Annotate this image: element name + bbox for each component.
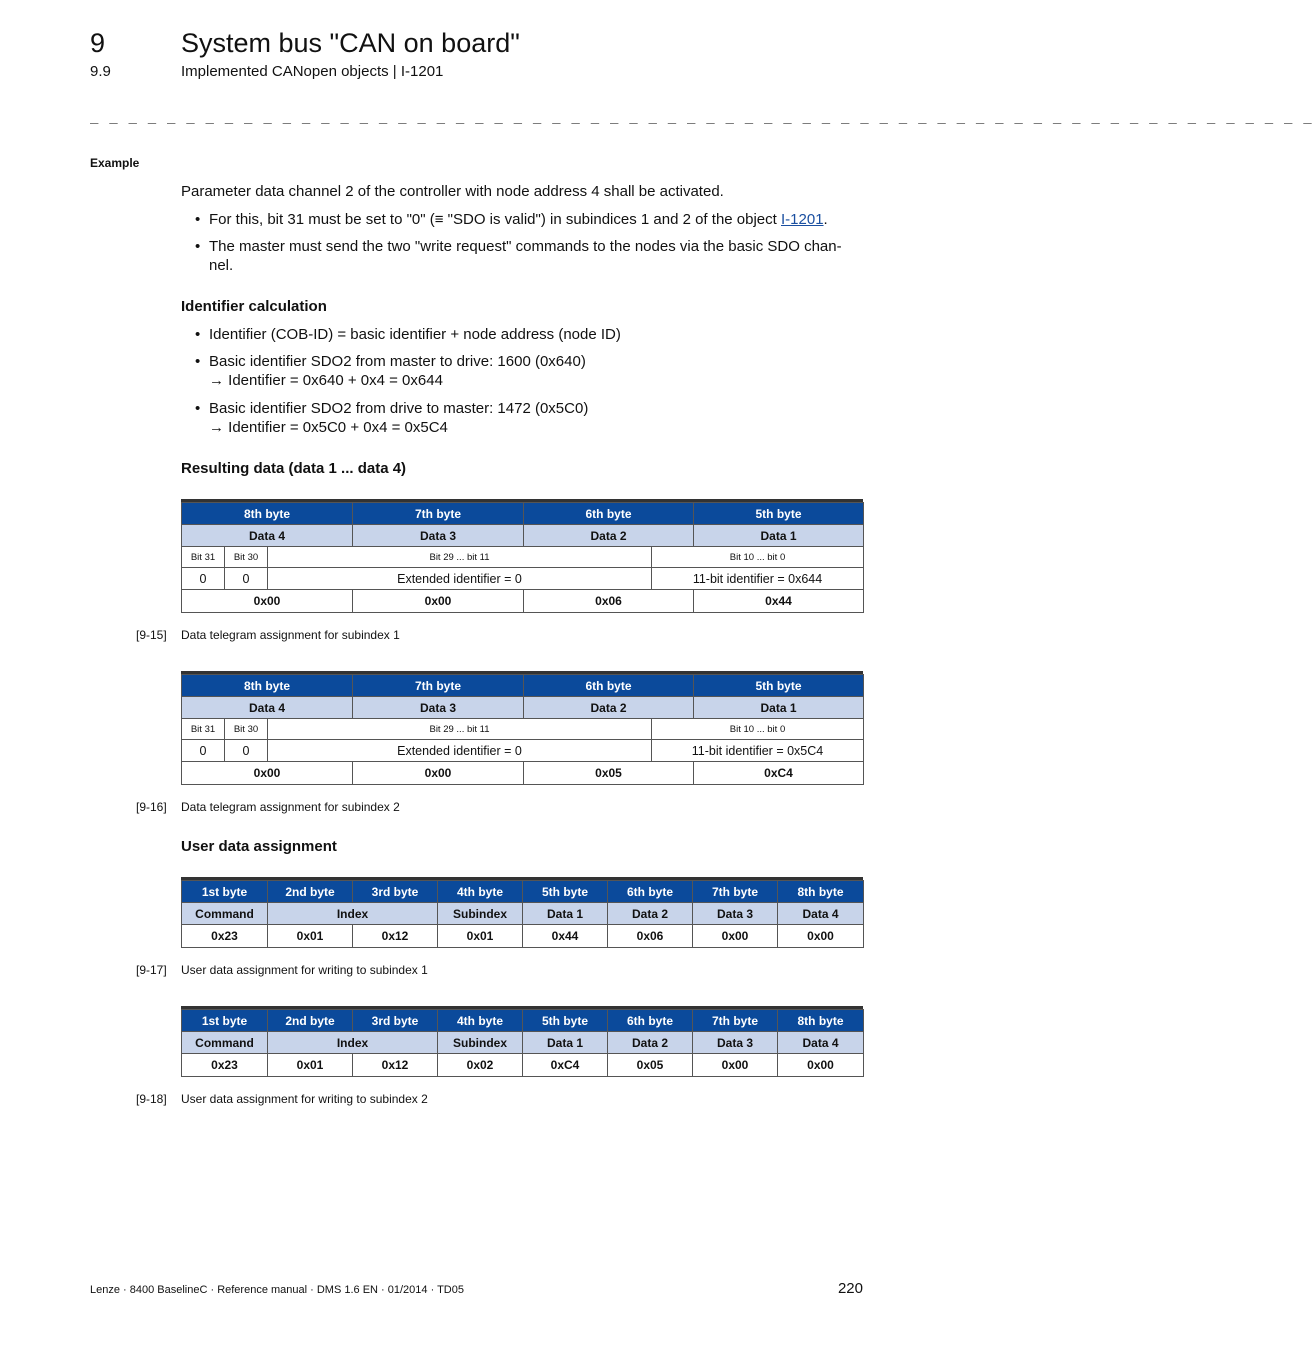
hex-value: 0x06 xyxy=(524,590,694,613)
byte-header: 5th byte xyxy=(523,1010,608,1032)
field-header: Data 1 xyxy=(523,903,608,925)
field-header: Subindex xyxy=(438,1032,523,1054)
bit-header: Bit 30 xyxy=(225,547,268,568)
hex-value: 0x23 xyxy=(182,925,268,948)
user-data-table-subindex-1 xyxy=(181,877,863,948)
hex-value: 0x12 xyxy=(353,1054,438,1077)
hex-value: 0xC4 xyxy=(694,762,864,785)
data-header: Data 4 xyxy=(182,525,353,547)
bullet-text: For this, bit 31 must be set to "0" (≡ "SDO is valid") in subindices 1 and 2 of the object xyxy=(209,211,781,228)
user-data-table-subindex-2 xyxy=(181,1006,863,1077)
field-header: Subindex xyxy=(438,903,523,925)
hex-value: 0x00 xyxy=(353,590,524,613)
bullet-text: Identifier (COB-ID) = basic identifier + node address (node ID) xyxy=(209,326,621,343)
field-header: Command xyxy=(182,903,268,925)
bit-header: Bit 31 xyxy=(182,719,225,740)
byte-header: 1st byte xyxy=(182,881,268,903)
bullet-text: nel. xyxy=(209,257,234,274)
resulting-heading: Resulting data (data 1 ... data 4) xyxy=(181,460,407,477)
bullet-dot: • xyxy=(195,326,201,343)
bit-header: Bit 29 ... bit 11 xyxy=(268,719,652,740)
field-header: Data 3 xyxy=(693,903,778,925)
identifier-heading: Identifier calculation xyxy=(181,298,327,315)
intro-bullet-1 xyxy=(195,210,863,229)
hex-value: 0x01 xyxy=(438,925,523,948)
field-header: Data 2 xyxy=(608,1032,693,1054)
field-header: Data 4 xyxy=(778,1032,864,1054)
byte-header: 7th byte xyxy=(693,1010,778,1032)
bullet-text: . xyxy=(823,211,828,228)
byte-header: 5th byte xyxy=(523,881,608,903)
bit-value: 0 xyxy=(225,740,268,762)
bullet-text: Basic identifier SDO2 from master to drive: 1600 (0x640) xyxy=(209,353,586,370)
byte-header: 2nd byte xyxy=(268,1010,353,1032)
section-title: Implemented CANopen objects | I-1201 xyxy=(181,63,444,80)
hex-value: 0x00 xyxy=(693,1054,778,1077)
data-header: Data 3 xyxy=(353,525,524,547)
byte-header: 5th byte xyxy=(694,675,864,697)
data-header: Data 2 xyxy=(524,697,694,719)
caption-number: [9-16] xyxy=(136,800,167,814)
byte-header: 6th byte xyxy=(608,1010,693,1032)
bullet-dot: • xyxy=(195,211,201,228)
byte-header: 5th byte xyxy=(694,503,864,525)
hex-value: 0x12 xyxy=(353,925,438,948)
bit-value: 0 xyxy=(182,568,225,590)
bullet-text: The master must send the two "write request" commands to the nodes via the basic SDO chan- xyxy=(209,238,842,255)
byte-header: 8th byte xyxy=(182,503,353,525)
identifier-bullet-1 xyxy=(195,325,863,344)
data-telegram-table-subindex-1 xyxy=(181,499,863,613)
field-header: Data 2 xyxy=(608,903,693,925)
byte-header: 7th byte xyxy=(353,675,524,697)
intro-bullet-2 xyxy=(195,237,863,275)
hex-value: 0x02 xyxy=(438,1054,523,1077)
hex-value: 0x00 xyxy=(182,590,353,613)
bit-header: Bit 31 xyxy=(182,547,225,568)
caption-text: Data telegram assignment for subindex 1 xyxy=(181,628,400,642)
bit-value: Extended identifier = 0 xyxy=(268,740,652,762)
field-header: Index xyxy=(268,1032,438,1054)
hex-value: 0xC4 xyxy=(523,1054,608,1077)
byte-header: 7th byte xyxy=(693,881,778,903)
hex-value: 0x00 xyxy=(353,762,524,785)
page-number: 220 xyxy=(837,1280,863,1297)
bullet-dot: • xyxy=(195,353,201,370)
byte-header: 4th byte xyxy=(438,881,523,903)
bit-value: 11-bit identifier = 0x5C4 xyxy=(652,740,864,762)
object-link[interactable]: I-1201 xyxy=(781,211,824,228)
data-header: Data 1 xyxy=(694,525,864,547)
data-header: Data 4 xyxy=(182,697,353,719)
chapter-number: 9 xyxy=(90,28,106,58)
byte-header: 6th byte xyxy=(524,675,694,697)
identifier-bullet-2 xyxy=(195,352,863,390)
hex-value: 0x05 xyxy=(608,1054,693,1077)
bit-header: Bit 10 ... bit 0 xyxy=(652,547,864,568)
caption-number: [9-18] xyxy=(136,1092,167,1106)
identifier-bullet-3 xyxy=(195,399,863,437)
bullet-text: Basic identifier SDO2 from drive to master: 1472 (0x5C0) xyxy=(209,400,589,417)
user-data-heading: User data assignment xyxy=(181,838,337,855)
hex-value: 0x00 xyxy=(182,762,353,785)
bullet-result: → Identifier = 0x5C0 + 0x4 = 0x5C4 xyxy=(209,419,448,436)
bit-value: 0 xyxy=(225,568,268,590)
byte-header: 1st byte xyxy=(182,1010,268,1032)
field-header: Index xyxy=(268,903,438,925)
bit-header: Bit 29 ... bit 11 xyxy=(268,547,652,568)
bit-value: 0 xyxy=(182,740,225,762)
byte-header: 8th byte xyxy=(778,1010,864,1032)
hex-value: 0x23 xyxy=(182,1054,268,1077)
byte-header: 2nd byte xyxy=(268,881,353,903)
bit-header: Bit 10 ... bit 0 xyxy=(652,719,864,740)
bullet-result: → Identifier = 0x640 + 0x4 = 0x644 xyxy=(209,372,443,389)
caption-text: Data telegram assignment for subindex 2 xyxy=(181,800,400,814)
hex-value: 0x00 xyxy=(778,925,864,948)
byte-header: 3rd byte xyxy=(353,1010,438,1032)
bit-header: Bit 30 xyxy=(225,719,268,740)
caption-number: [9-15] xyxy=(136,628,167,642)
hex-value: 0x00 xyxy=(693,925,778,948)
hex-value: 0x44 xyxy=(694,590,864,613)
example-label: Example xyxy=(90,156,140,170)
caption-number: [9-17] xyxy=(136,963,167,977)
hex-value: 0x44 xyxy=(523,925,608,948)
hex-value: 0x01 xyxy=(268,1054,353,1077)
data-header: Data 3 xyxy=(353,697,524,719)
byte-header: 6th byte xyxy=(524,503,694,525)
bit-value: 11-bit identifier = 0x644 xyxy=(652,568,864,590)
caption-text: User data assignment for writing to subindex 2 xyxy=(181,1092,428,1106)
hex-value: 0x06 xyxy=(608,925,693,948)
header-separator: _ _ _ _ _ _ _ _ _ _ _ _ _ _ _ _ _ _ _ _ _ _ _ _ _ _ _ _ _ _ _ _ _ _ _ _ _ _ _ _ _ _ _ _ _ _ _ _ _ _ _ _ _ _ _ _ _ _ _ _ _ _ _ _ xyxy=(90,108,1313,124)
data-header: Data 2 xyxy=(524,525,694,547)
field-header: Data 1 xyxy=(523,1032,608,1054)
bullet-dot: • xyxy=(195,238,201,255)
hex-value: 0x05 xyxy=(524,762,694,785)
byte-header: 7th byte xyxy=(353,503,524,525)
footer-document-info: Lenze · 8400 BaselineC · Reference manual · DMS 1.6 EN · 01/2014 · TD05 xyxy=(90,1284,464,1296)
bullet-dot: • xyxy=(195,400,201,417)
data-header: Data 1 xyxy=(694,697,864,719)
byte-header: 8th byte xyxy=(182,675,353,697)
bit-value: Extended identifier = 0 xyxy=(268,568,652,590)
byte-header: 3rd byte xyxy=(353,881,438,903)
section-number: 9.9 xyxy=(90,63,111,80)
byte-header: 4th byte xyxy=(438,1010,523,1032)
hex-value: 0x00 xyxy=(778,1054,864,1077)
hex-value: 0x01 xyxy=(268,925,353,948)
chapter-title: System bus "CAN on board" xyxy=(181,28,520,58)
data-telegram-table-subindex-2 xyxy=(181,671,863,785)
byte-header: 6th byte xyxy=(608,881,693,903)
field-header: Data 3 xyxy=(693,1032,778,1054)
intro-paragraph: Parameter data channel 2 of the controller with node address 4 shall be activated. xyxy=(181,183,724,200)
field-header: Command xyxy=(182,1032,268,1054)
byte-header: 8th byte xyxy=(778,881,864,903)
caption-text: User data assignment for writing to subindex 1 xyxy=(181,963,428,977)
field-header: Data 4 xyxy=(778,903,864,925)
